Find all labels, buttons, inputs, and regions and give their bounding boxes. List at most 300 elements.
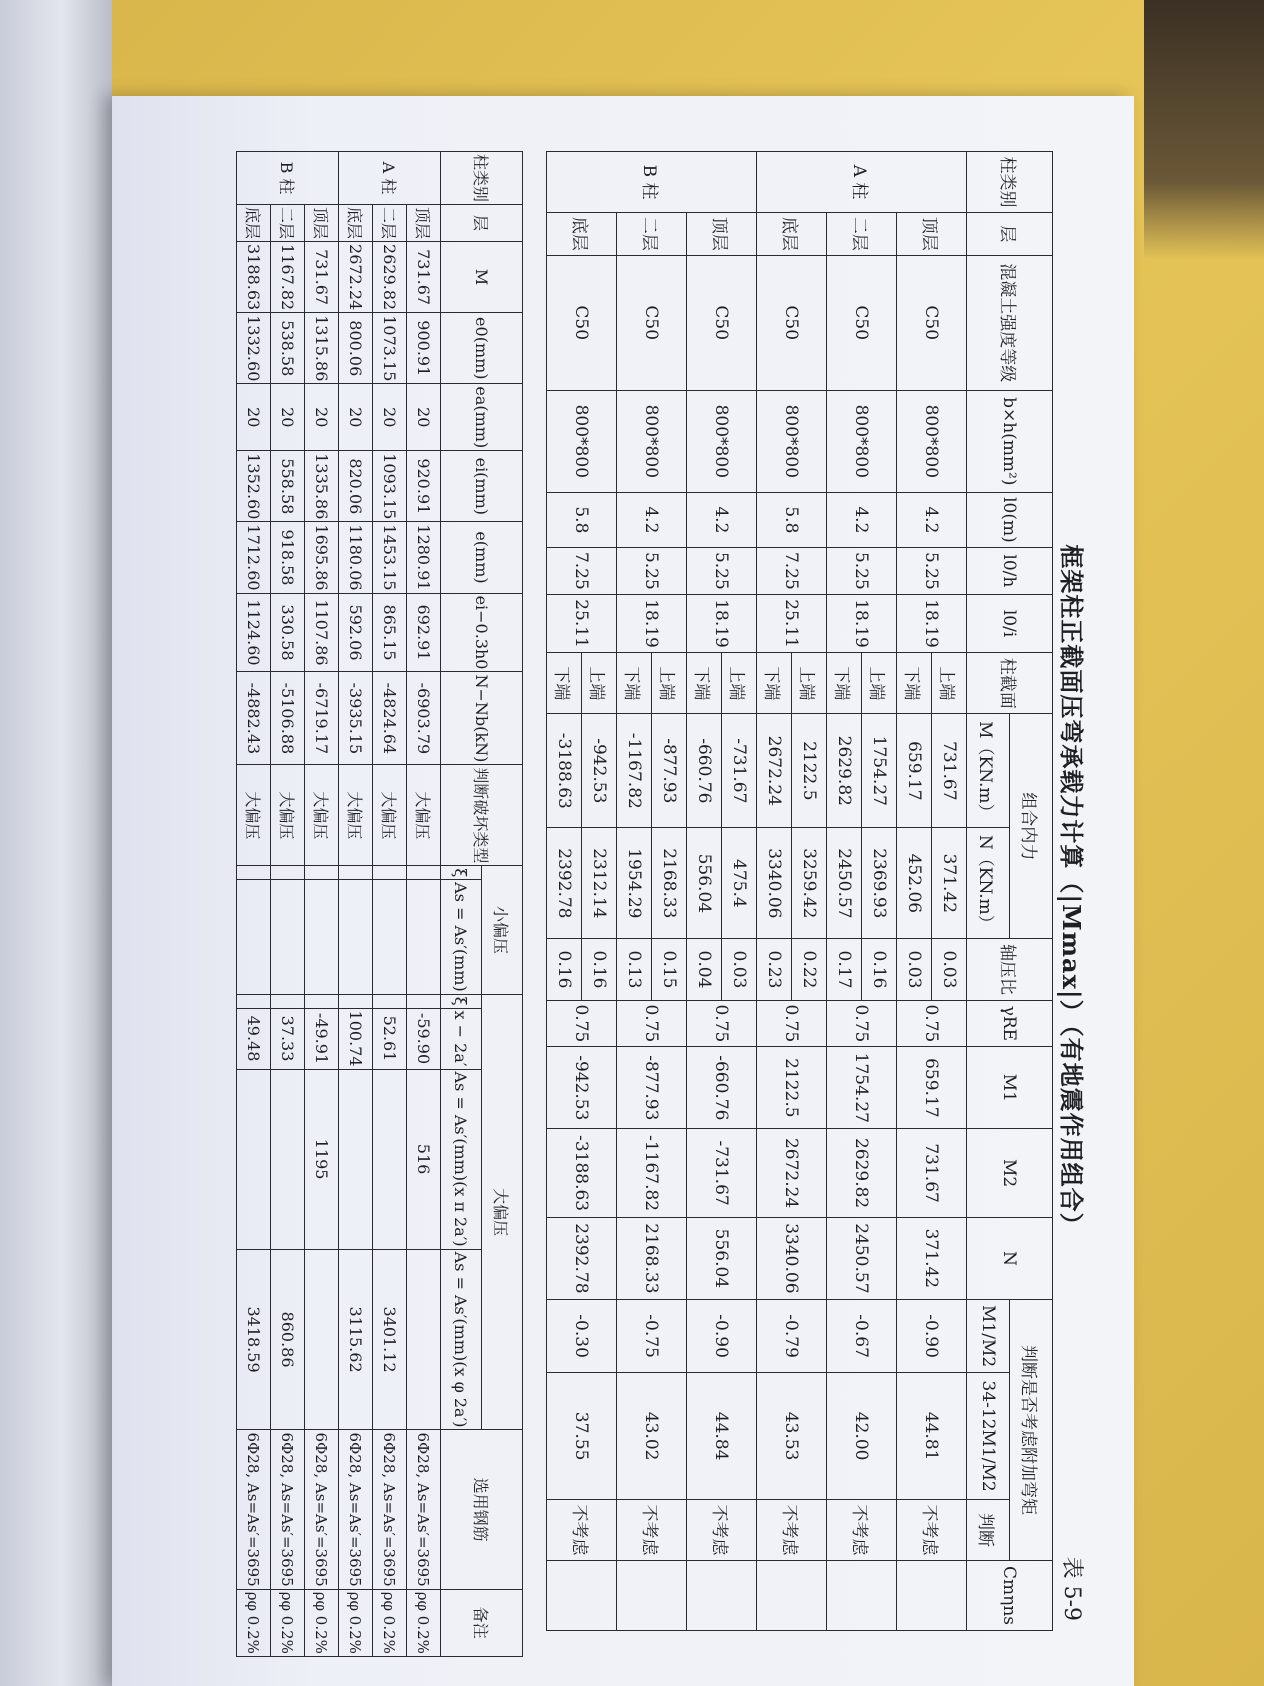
cell-M: 2672.24 xyxy=(757,714,792,828)
cell-ratio: 0.16 xyxy=(547,939,582,1000)
cell-floor: 底层 xyxy=(547,213,617,256)
cell-type: B 柱 xyxy=(237,152,339,205)
th-m1m2: M1/M2 xyxy=(967,1299,1010,1372)
cell-f: 44.81 xyxy=(897,1373,967,1500)
th2-m: M xyxy=(441,242,523,313)
cell-x2a: -59.90 xyxy=(407,1008,441,1069)
cell-l0i: 25.11 xyxy=(547,594,617,653)
th2-rebar: 选用钢筋 xyxy=(441,1430,523,1589)
cell-as1 xyxy=(305,880,339,995)
cell-j: 不考虑 xyxy=(547,1499,617,1560)
cell-e0: 900.91 xyxy=(407,313,441,384)
th2-small: 小偏压 xyxy=(482,866,523,994)
th-section: 柱截面 xyxy=(967,653,1053,714)
cell-as1 xyxy=(373,880,407,995)
cell-g: 0.75 xyxy=(687,1000,757,1047)
cell-cm xyxy=(757,1561,827,1631)
cell-cm xyxy=(617,1561,687,1631)
cell-xi xyxy=(373,866,407,880)
cell-e: 1280.91 xyxy=(407,522,441,593)
cell-l1 xyxy=(271,1069,305,1249)
cell-N: 2168.33 xyxy=(652,828,687,939)
cell-N: 371.42 xyxy=(932,828,967,939)
cell-l0h: 5.25 xyxy=(617,548,687,595)
cell-rm: ρφ 0.2% xyxy=(271,1589,305,1656)
table-row xyxy=(722,152,757,1631)
cell-M1: -942.53 xyxy=(547,1047,617,1129)
table-row xyxy=(792,152,827,1631)
cell-floor: 二层 xyxy=(617,213,687,256)
cell-ei03: 1124.60 xyxy=(237,593,271,672)
cell-ft: 大偏压 xyxy=(407,765,441,866)
cell-type: B 柱 xyxy=(547,152,757,213)
table-row xyxy=(862,152,897,1631)
th-l0: l0(m) xyxy=(967,492,1053,547)
th2-floor: 层 xyxy=(441,205,523,242)
cell-xi2 xyxy=(271,994,305,1008)
cell-l2 xyxy=(407,1249,441,1430)
cell-rebar: 6Φ28, As=As′=3695 xyxy=(339,1430,373,1589)
cell-sec: 上端 xyxy=(862,653,897,714)
cell-floor: 二层 xyxy=(827,213,897,256)
cell-l1: 516 xyxy=(407,1069,441,1249)
cell-f: 43.53 xyxy=(757,1373,827,1500)
cell-l0i: 18.19 xyxy=(827,594,897,653)
cell-m1m2: -0.79 xyxy=(757,1299,827,1372)
th2-col-type: 柱类别 xyxy=(441,152,523,205)
cell-M1: 1754.27 xyxy=(827,1047,897,1129)
cell-ft: 大偏压 xyxy=(339,765,373,866)
cell-M1: -877.93 xyxy=(617,1047,687,1129)
cell-m1m2: -0.30 xyxy=(547,1299,617,1372)
cell-rm: ρφ 0.2% xyxy=(373,1589,407,1656)
cell-M2: -3188.63 xyxy=(547,1129,617,1217)
cell-M: -3188.63 xyxy=(547,714,582,828)
cell-Nv: 556.04 xyxy=(687,1217,757,1299)
cell-xi2 xyxy=(407,994,441,1008)
cell-ratio: 0.03 xyxy=(722,939,757,1000)
table-title: 框架柱正截面压弯承载力计算（|Mmax|）（有地震作用组合） xyxy=(1057,544,1086,1238)
cell-sec: 上端 xyxy=(932,653,967,714)
cell-j: 不考虑 xyxy=(827,1499,897,1560)
table-row xyxy=(932,152,967,1631)
cell-xi xyxy=(407,866,441,880)
cell-M: -877.93 xyxy=(652,714,687,828)
cell-e: 1453.15 xyxy=(373,522,407,593)
cell-ft: 大偏压 xyxy=(271,765,305,866)
cell-as1 xyxy=(407,880,441,995)
cell-l0i: 25.11 xyxy=(757,594,827,653)
cell-l1 xyxy=(373,1069,407,1249)
cell-conc: C50 xyxy=(897,255,967,390)
th-cm: Cmηns xyxy=(967,1561,1053,1631)
cell-l0: 5.8 xyxy=(547,492,617,547)
cell-N: 2312.14 xyxy=(582,828,617,939)
cell-f: 37.55 xyxy=(547,1373,617,1500)
cell-type: A 柱 xyxy=(757,152,967,213)
th-gamma: γRE xyxy=(967,1000,1053,1047)
th-internal-force: 组合内力 xyxy=(1010,714,1053,939)
cell-M: -942.53 xyxy=(582,714,617,828)
cell-as1 xyxy=(339,880,373,995)
cell-sec: 下端 xyxy=(617,653,652,714)
cell-ea: 20 xyxy=(339,384,373,451)
th-l0i: l0/i xyxy=(967,594,1053,653)
th2-ei: ei(mm) xyxy=(441,451,523,522)
cell-Nv: 2392.78 xyxy=(547,1217,617,1299)
cell-floor: 二层 xyxy=(271,205,305,242)
cell-x2a: 49.48 xyxy=(237,1008,271,1069)
cell-ratio: 0.13 xyxy=(617,939,652,1000)
cell-as1 xyxy=(237,880,271,995)
cell-nnb: -6719.17 xyxy=(305,672,339,765)
cell-nnb: -4824.64 xyxy=(373,672,407,765)
cell-g: 0.75 xyxy=(897,1000,967,1047)
th-bh: b×h(mm²) xyxy=(967,390,1053,492)
cell-rebar: 6Φ28, As=As′=3695 xyxy=(373,1430,407,1589)
th-concrete: 混凝土强度等级 xyxy=(967,255,1053,390)
cell-ea: 20 xyxy=(373,384,407,451)
cell-e: 918.58 xyxy=(271,522,305,593)
cell-bh: 800*800 xyxy=(897,390,967,492)
th2-as-small: As = As′(mm) xyxy=(441,880,482,995)
cell-l2: 860.86 xyxy=(271,1249,305,1430)
cell-M2: 2672.24 xyxy=(757,1129,827,1217)
cell-e: 1695.86 xyxy=(305,522,339,593)
cell-nnb: -3935.15 xyxy=(339,672,373,765)
cell-N: 2392.78 xyxy=(547,828,582,939)
cell-xi xyxy=(305,866,339,880)
cell-g: 0.75 xyxy=(547,1000,617,1047)
cell-M: 731.67 xyxy=(305,242,339,313)
th2-large: 大偏压 xyxy=(482,994,523,1430)
cell-M: 2629.82 xyxy=(373,242,407,313)
cell-sec: 上端 xyxy=(652,653,687,714)
cell-m1m2: -0.75 xyxy=(617,1299,687,1372)
cell-e: 1180.06 xyxy=(339,522,373,593)
cell-bh: 800*800 xyxy=(547,390,617,492)
eccentric-compression-table xyxy=(236,151,523,1657)
th-moment: M（KN.m） xyxy=(967,714,1010,828)
cell-conc: C50 xyxy=(757,255,827,390)
cell-ft: 大偏压 xyxy=(373,765,407,866)
table-row xyxy=(339,152,373,1657)
th-n: N xyxy=(967,1217,1053,1299)
cell-Nv: 371.42 xyxy=(897,1217,967,1299)
cell-l0: 4.2 xyxy=(897,492,967,547)
book-page xyxy=(112,96,1134,1686)
cell-rm: ρφ 0.2% xyxy=(339,1589,373,1656)
cell-ei: 820.06 xyxy=(339,451,373,522)
cell-l0i: 18.19 xyxy=(897,594,967,653)
cell-floor: 二层 xyxy=(373,205,407,242)
cell-m1m2: -0.90 xyxy=(897,1299,967,1372)
table-row xyxy=(582,152,617,1631)
cell-sec: 下端 xyxy=(827,653,862,714)
cell-l0h: 5.25 xyxy=(687,548,757,595)
cell-conc: C50 xyxy=(827,255,897,390)
cell-ratio: 0.16 xyxy=(862,939,897,1000)
cell-ei: 558.58 xyxy=(271,451,305,522)
th2-fail-type: 判断破坏类型 xyxy=(441,765,523,866)
cell-l2 xyxy=(305,1249,339,1430)
cell-f: 42.00 xyxy=(827,1373,897,1500)
cell-M1: 659.17 xyxy=(897,1047,967,1129)
cell-ratio: 0.16 xyxy=(582,939,617,1000)
cell-l0h: 5.25 xyxy=(827,548,897,595)
cell-ei03: 1107.86 xyxy=(305,593,339,672)
cell-ea: 20 xyxy=(407,384,441,451)
cell-ratio: 0.15 xyxy=(652,939,687,1000)
th2-as-large1: As = As′(mm)(x π 2a′) xyxy=(441,1069,482,1249)
axial-force-table-body xyxy=(547,152,967,1631)
cell-l0h: 7.25 xyxy=(757,548,827,595)
cell-rebar: 6Φ28, As=As′=3695 xyxy=(305,1430,339,1589)
cell-rebar: 6Φ28, As=As′=3695 xyxy=(237,1430,271,1589)
cell-l2: 3115.62 xyxy=(339,1249,373,1430)
cell-ft: 大偏压 xyxy=(237,765,271,866)
cell-sec: 下端 xyxy=(687,653,722,714)
cell-sec: 下端 xyxy=(757,653,792,714)
cell-M1: 2122.5 xyxy=(757,1047,827,1129)
cell-ei03: 330.58 xyxy=(271,593,305,672)
cell-M: 659.17 xyxy=(897,714,932,828)
cell-N: 2369.93 xyxy=(862,828,897,939)
cell-l1 xyxy=(339,1069,373,1249)
cell-M: 2122.5 xyxy=(792,714,827,828)
cell-e0: 800.06 xyxy=(339,313,373,384)
th2-ei03: ei−0.3h0 xyxy=(441,593,523,672)
cell-bh: 800*800 xyxy=(617,390,687,492)
cell-nnb: -4882.43 xyxy=(237,672,271,765)
cell-rm: ρφ 0.2% xyxy=(407,1589,441,1656)
cell-floor: 底层 xyxy=(237,205,271,242)
cell-M: 2672.24 xyxy=(339,242,373,313)
cell-conc: C50 xyxy=(687,255,757,390)
cell-bh: 800*800 xyxy=(687,390,757,492)
cell-j: 不考虑 xyxy=(617,1499,687,1560)
cell-M: 731.67 xyxy=(407,242,441,313)
cell-ratio: 0.03 xyxy=(897,939,932,1000)
th-axial: N（KN.m） xyxy=(967,828,1010,939)
th2-xi2: ξ xyxy=(441,994,482,1008)
cell-xi xyxy=(339,866,373,880)
cell-xi2 xyxy=(305,994,339,1008)
cell-x2a: 52.61 xyxy=(373,1008,407,1069)
th-floor: 层 xyxy=(967,213,1053,256)
cell-sec: 下端 xyxy=(897,653,932,714)
table-row xyxy=(407,152,441,1657)
th-judge-group: 判断是否考虑附加弯矩 xyxy=(1010,1299,1053,1560)
cell-l0h: 7.25 xyxy=(547,548,617,595)
cell-g: 0.75 xyxy=(757,1000,827,1047)
cell-l0h: 5.25 xyxy=(897,548,967,595)
axial-force-table xyxy=(546,151,1053,1631)
cell-as1 xyxy=(271,880,305,995)
table-row xyxy=(305,152,339,1657)
table-row xyxy=(652,152,687,1631)
cell-l1: 1195 xyxy=(305,1069,339,1249)
cell-ei: 1093.15 xyxy=(373,451,407,522)
th-judge: 判断 xyxy=(967,1499,1010,1560)
table-number: 表 5-9 xyxy=(1059,1556,1084,1621)
cell-l0: 5.8 xyxy=(757,492,827,547)
cell-g: 0.75 xyxy=(617,1000,687,1047)
cell-M: 2629.82 xyxy=(827,714,862,828)
cell-floor: 底层 xyxy=(757,213,827,256)
th2-x2a: x − 2a′ xyxy=(441,1008,482,1069)
cell-e: 1712.60 xyxy=(237,522,271,593)
cell-N: 475.4 xyxy=(722,828,757,939)
th-col-type: 柱类别 xyxy=(967,152,1053,213)
cell-ratio: 0.03 xyxy=(932,939,967,1000)
cell-conc: C50 xyxy=(617,255,687,390)
cell-j: 不考虑 xyxy=(687,1499,757,1560)
cell-floor: 顶层 xyxy=(897,213,967,256)
cell-ei03: 865.15 xyxy=(373,593,407,672)
cell-floor: 顶层 xyxy=(305,205,339,242)
cell-conc: C50 xyxy=(547,255,617,390)
cell-floor: 顶层 xyxy=(687,213,757,256)
cell-xi xyxy=(271,866,305,880)
cell-M: 3188.63 xyxy=(237,242,271,313)
cell-g: 0.75 xyxy=(827,1000,897,1047)
cell-l1 xyxy=(237,1069,271,1249)
cell-N: 3340.06 xyxy=(757,828,792,939)
cell-ea: 20 xyxy=(305,384,339,451)
th-l0h: l0/h xyxy=(967,548,1053,595)
cell-sec: 上端 xyxy=(582,653,617,714)
th2-as-large2: As = As′(mm)(x φ 2a′) xyxy=(441,1249,482,1430)
cell-rm: ρφ 0.2% xyxy=(305,1589,339,1656)
cell-type: A 柱 xyxy=(339,152,441,205)
cell-x2a: -49.91 xyxy=(305,1008,339,1069)
cell-x2a: 100.74 xyxy=(339,1008,373,1069)
cell-M: 1167.82 xyxy=(271,242,305,313)
cell-l0i: 18.19 xyxy=(687,594,757,653)
cell-M: 731.67 xyxy=(932,714,967,828)
cell-N: 2450.57 xyxy=(827,828,862,939)
table-header xyxy=(1057,151,1097,1631)
th2-e: e(mm) xyxy=(441,522,523,593)
cell-l0i: 18.19 xyxy=(617,594,687,653)
cell-ea: 20 xyxy=(271,384,305,451)
cell-xi2 xyxy=(237,994,271,1008)
cell-ratio: 0.17 xyxy=(827,939,862,1000)
cell-ea: 20 xyxy=(237,384,271,451)
cell-rebar: 6Φ28, As=As′=3695 xyxy=(271,1430,305,1589)
cell-cm xyxy=(827,1561,897,1631)
cell-M2: 2629.82 xyxy=(827,1129,897,1217)
cell-N: 3259.42 xyxy=(792,828,827,939)
cell-M: -660.76 xyxy=(687,714,722,828)
cell-floor: 底层 xyxy=(339,205,373,242)
cell-Nv: 3340.06 xyxy=(757,1217,827,1299)
th2-remark: 备注 xyxy=(441,1589,523,1656)
cell-l0: 4.2 xyxy=(687,492,757,547)
cell-x2a: 37.33 xyxy=(271,1008,305,1069)
cell-xi2 xyxy=(339,994,373,1008)
cell-nnb: -6903.79 xyxy=(407,672,441,765)
cell-M2: -731.67 xyxy=(687,1129,757,1217)
cell-l0: 4.2 xyxy=(617,492,687,547)
cell-e0: 1332.60 xyxy=(237,313,271,384)
cell-sec: 上端 xyxy=(722,653,757,714)
table-row xyxy=(237,152,271,1657)
cell-bh: 800*800 xyxy=(757,390,827,492)
th-axial-ratio: 轴压比 xyxy=(967,939,1053,1000)
cell-nnb: -5106.88 xyxy=(271,672,305,765)
cell-floor: 顶层 xyxy=(407,205,441,242)
cell-bh: 800*800 xyxy=(827,390,897,492)
cell-M: -731.67 xyxy=(722,714,757,828)
cell-M2: 731.67 xyxy=(897,1129,967,1217)
cell-l0: 4.2 xyxy=(827,492,897,547)
cell-Nv: 2450.57 xyxy=(827,1217,897,1299)
cell-l2: 3418.59 xyxy=(237,1249,271,1430)
cell-ft: 大偏压 xyxy=(305,765,339,866)
cell-M1: -660.76 xyxy=(687,1047,757,1129)
cell-f: 44.84 xyxy=(687,1373,757,1500)
cell-ratio: 0.23 xyxy=(757,939,792,1000)
cell-m1m2: -0.90 xyxy=(687,1299,757,1372)
th2-ea: ea(mm) xyxy=(441,384,523,451)
cell-xi xyxy=(237,866,271,880)
cell-ei: 1335.86 xyxy=(305,451,339,522)
cell-N: 556.04 xyxy=(687,828,722,939)
cell-rebar: 6Φ28, As=As′=3695 xyxy=(407,1430,441,1589)
cell-ratio: 0.04 xyxy=(687,939,722,1000)
cell-xi2 xyxy=(373,994,407,1008)
cell-m1m2: -0.67 xyxy=(827,1299,897,1372)
cell-l2: 3401.12 xyxy=(373,1249,407,1430)
cell-M: 1754.27 xyxy=(862,714,897,828)
desk-shadow xyxy=(1144,0,1264,260)
th2-xi: ξ xyxy=(441,866,482,880)
cell-Nv: 2168.33 xyxy=(617,1217,687,1299)
cell-rm: ρφ 0.2% xyxy=(237,1589,271,1656)
eccentric-compression-table-body xyxy=(237,152,441,1657)
book-facing-page xyxy=(0,0,112,1686)
cell-sec: 下端 xyxy=(547,653,582,714)
th2-e0: e0(mm) xyxy=(441,313,523,384)
table-row xyxy=(373,152,407,1657)
rotated-content xyxy=(143,111,1103,1671)
cell-ei03: 692.91 xyxy=(407,593,441,672)
cell-j: 不考虑 xyxy=(897,1499,967,1560)
cell-j: 不考虑 xyxy=(757,1499,827,1560)
cell-e0: 538.58 xyxy=(271,313,305,384)
cell-cm xyxy=(547,1561,617,1631)
cell-e0: 1073.15 xyxy=(373,313,407,384)
cell-ratio: 0.22 xyxy=(792,939,827,1000)
th-formula: 34-12M1/M2 xyxy=(967,1373,1010,1500)
cell-N: 1954.29 xyxy=(617,828,652,939)
table-row xyxy=(271,152,305,1657)
cell-cm xyxy=(897,1561,967,1631)
th2-nnb: N−Nb(kN) xyxy=(441,672,523,765)
cell-ei: 920.91 xyxy=(407,451,441,522)
cell-cm xyxy=(687,1561,757,1631)
cell-ei03: 592.06 xyxy=(339,593,373,672)
th-m1: M1 xyxy=(967,1047,1053,1129)
cell-M2: -1167.82 xyxy=(617,1129,687,1217)
cell-sec: 上端 xyxy=(792,653,827,714)
th-m2: M2 xyxy=(967,1129,1053,1217)
cell-ei: 1352.60 xyxy=(237,451,271,522)
cell-N: 452.06 xyxy=(897,828,932,939)
cell-e0: 1315.86 xyxy=(305,313,339,384)
